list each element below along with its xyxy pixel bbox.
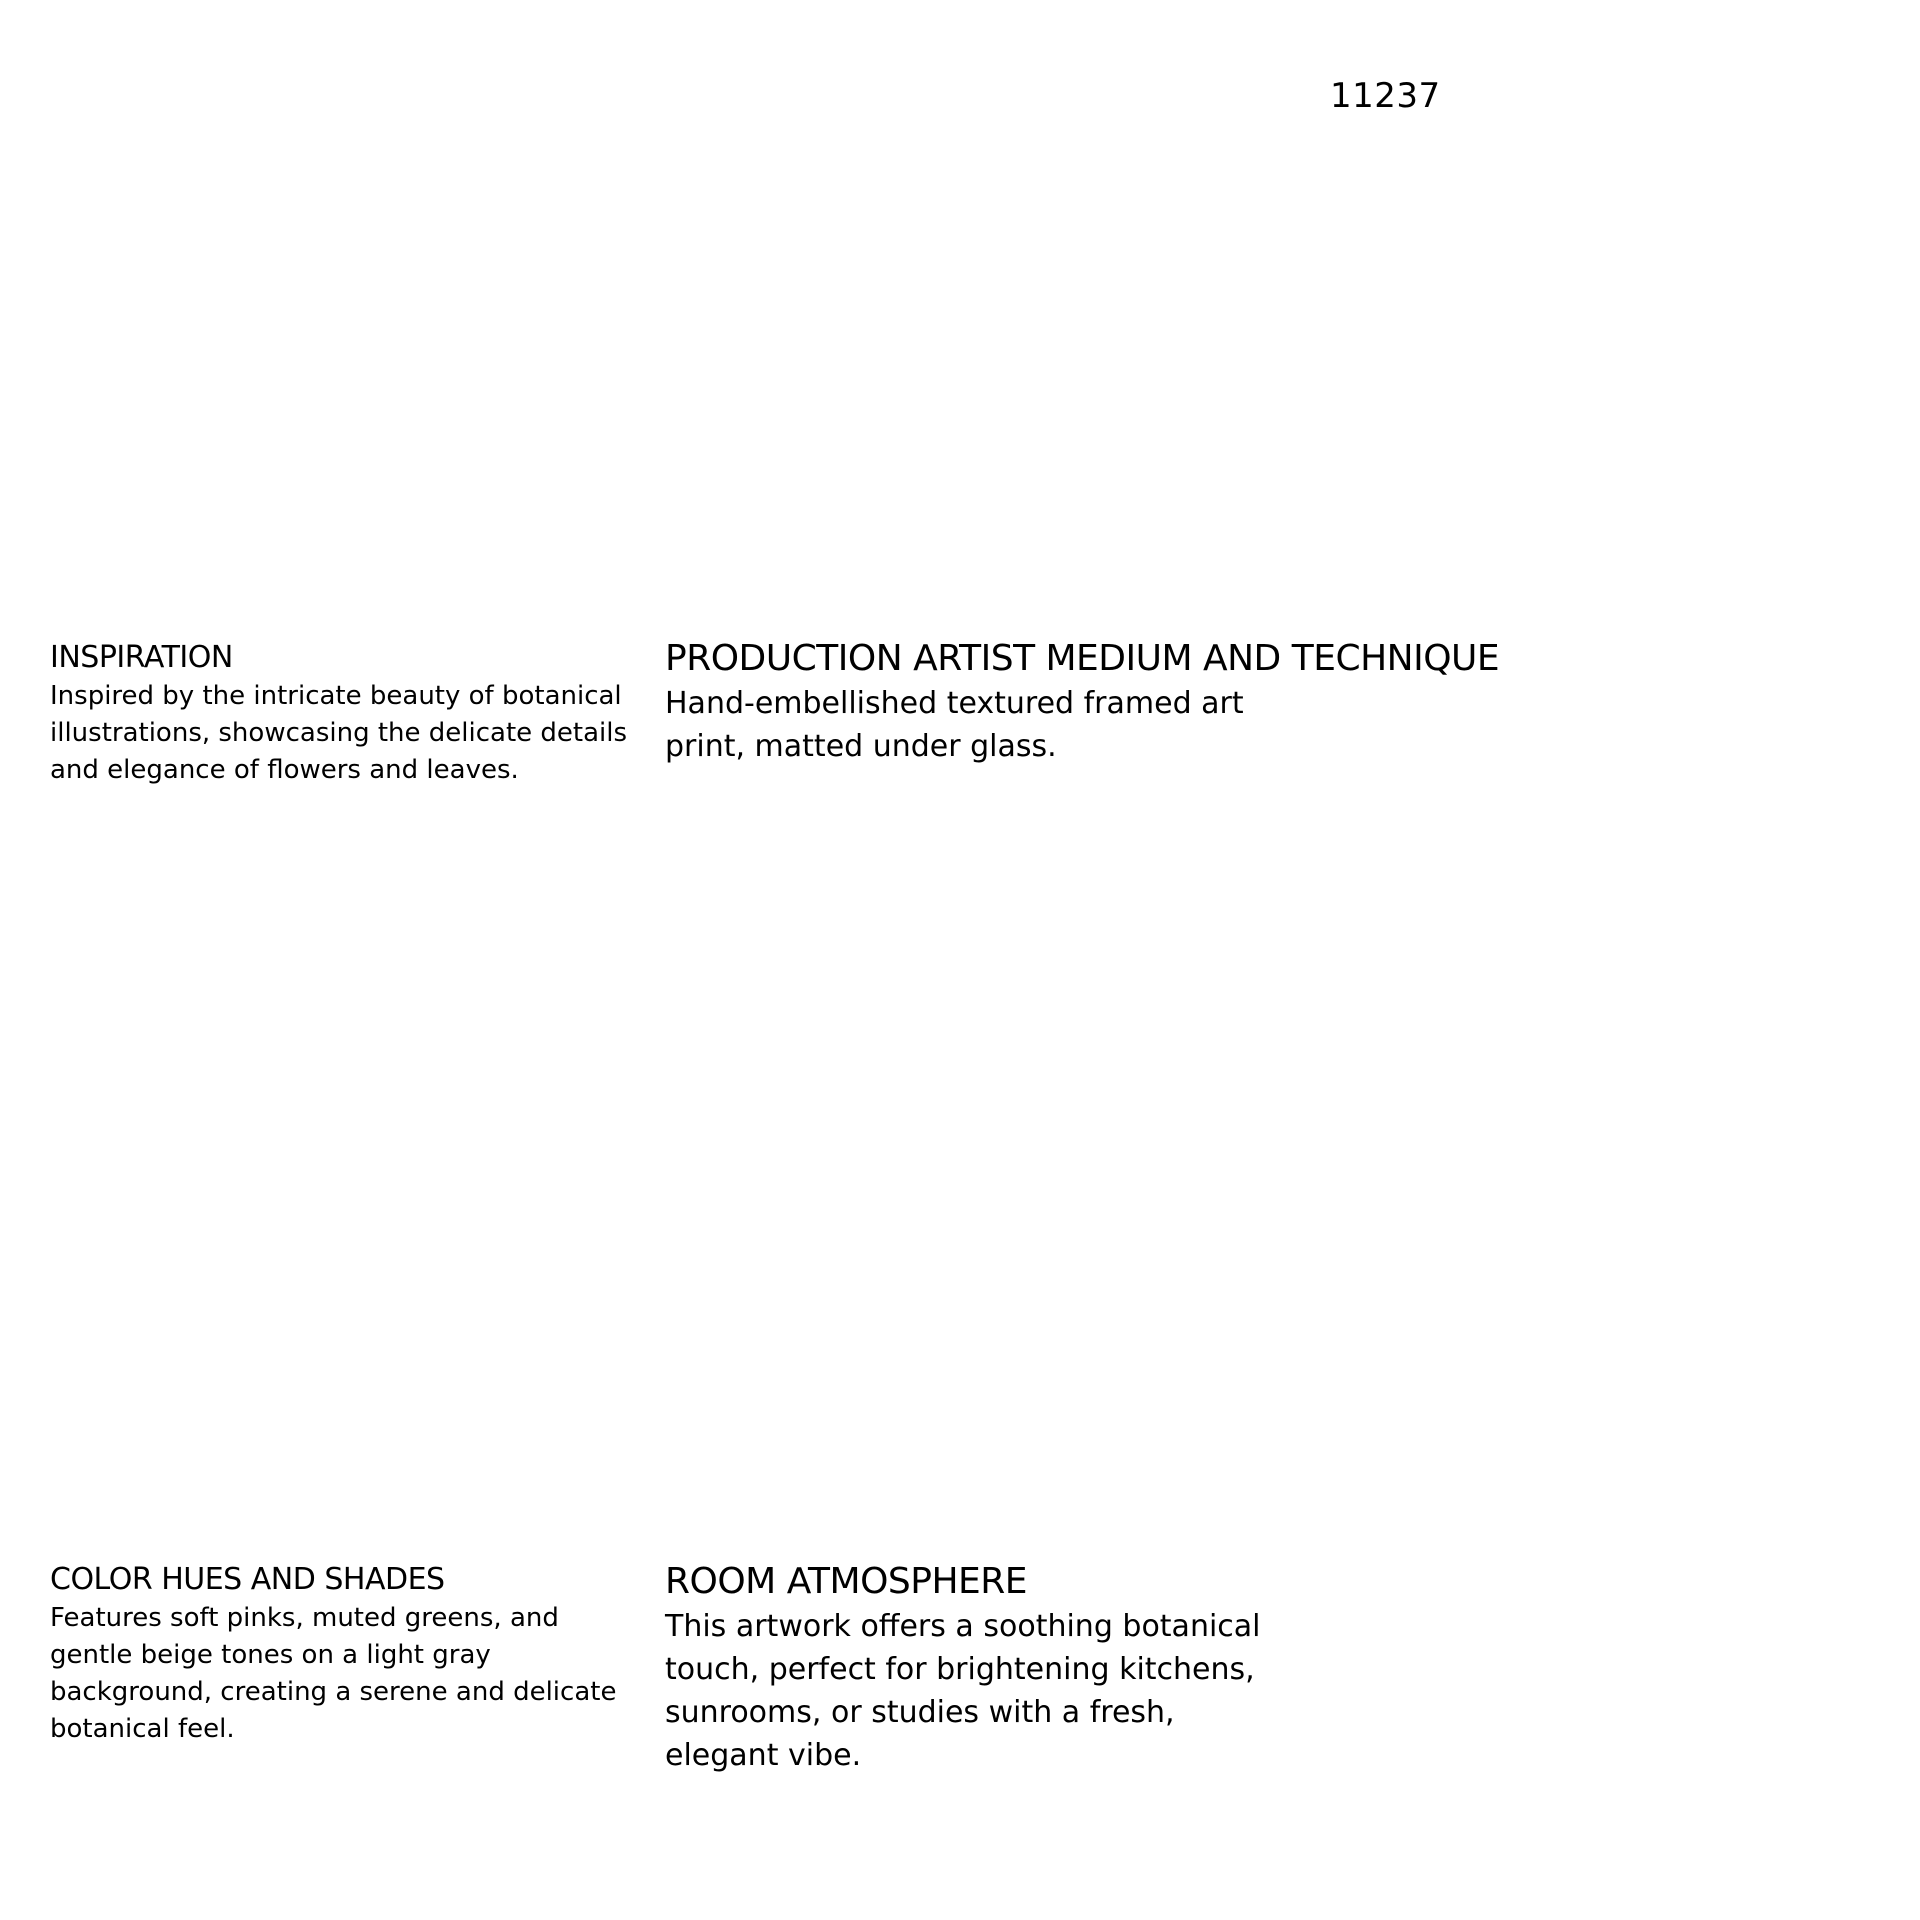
color-hues-text: Features soft pinks, muted greens, and gentle beige tones on a light gray background, creating a serene and delicate botanical feel. [50,1603,617,1744]
room-atmosphere-heading: ROOM ATMOSPHERE [665,1561,1028,1602]
inspiration-section [50,640,640,789]
room-atmosphere-text: This artwork offers a soothing botanical touch, perfect for brightening kitchens, sunrooms, or studies with a fresh, elegant vibe. [665,1609,1261,1774]
inspiration-text: Inspired by the intricate beauty of botanical illustrations, showcasing the delicate details and elegance of flowers and leaves. [50,681,628,785]
color-hues-heading: COLOR HUES AND SHADES [50,1562,445,1597]
color-hues-section [50,1562,640,1748]
medium-technique-text: Hand-embellished textured framed art print, matted under glass. [665,686,1244,765]
room-atmosphere-section [665,1560,1265,1777]
inspiration-heading: INSPIRATION [50,640,233,675]
medium-technique-section [665,637,1565,768]
medium-technique-heading: PRODUCTION ARTIST MEDIUM AND TECHNIQUE [665,638,1500,679]
item-number: 11237 [1330,76,1441,116]
